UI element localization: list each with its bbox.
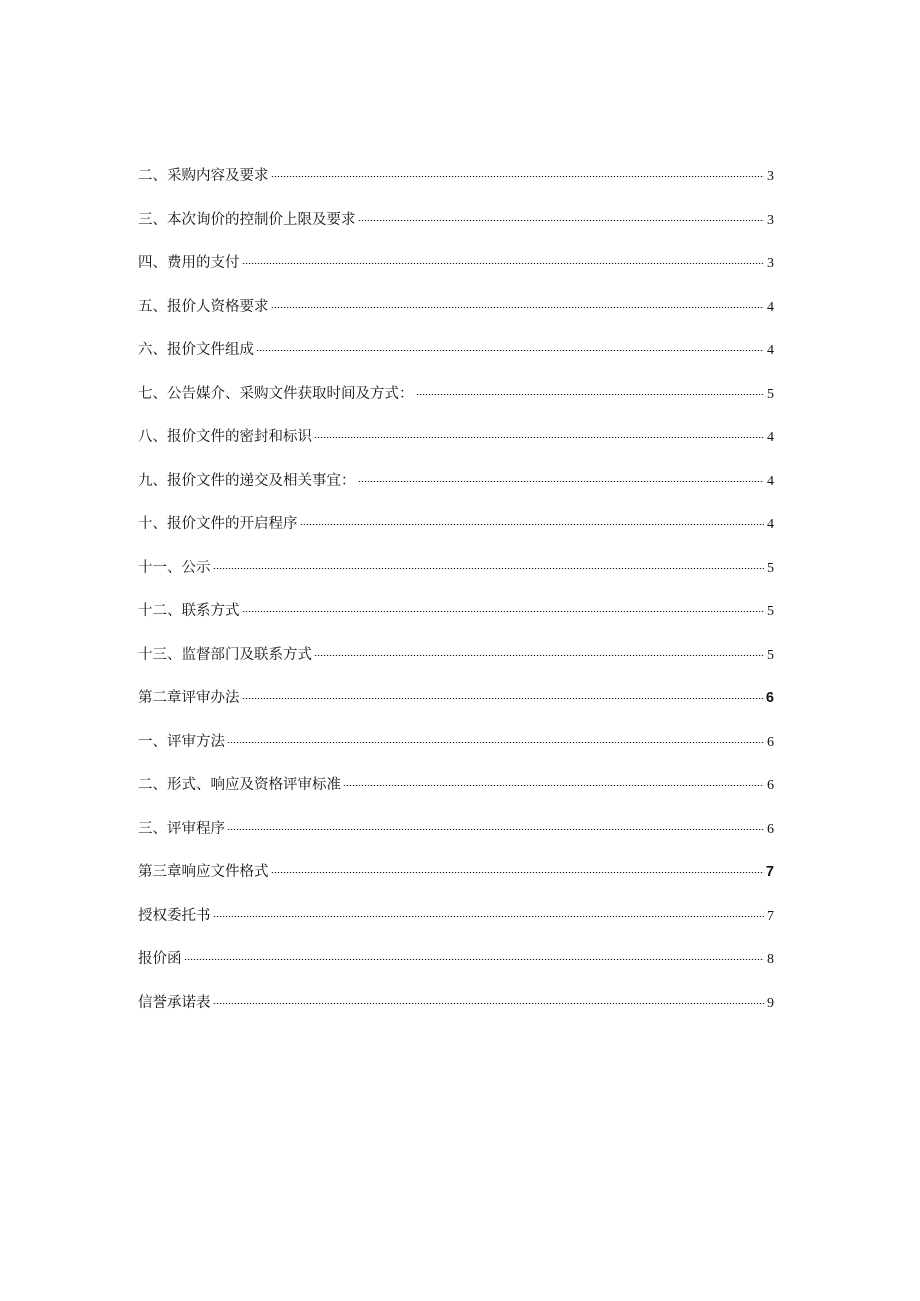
toc-entry-evaluation-method[interactable] (138, 732, 774, 776)
toc-entry-title: 七、公告媒介、采购文件获取时间及方式： (138, 385, 414, 402)
dot-leader (256, 350, 764, 351)
toc-entry-page: 6 (767, 821, 774, 837)
toc-entry-title: 报价函 (138, 951, 182, 967)
toc-entry-title: 一、评审方法 (138, 733, 225, 750)
dot-leader (271, 872, 764, 873)
toc-entry-page: 4 (767, 473, 774, 489)
dot-leader (227, 742, 764, 743)
toc-entry-page: 8 (767, 952, 774, 967)
toc-entry-chapter-3[interactable] (138, 862, 774, 906)
toc-entry-title: 授权委托书 (138, 907, 211, 924)
toc-entry-title: 四、费用的支付 (138, 255, 240, 271)
dot-leader (242, 611, 765, 612)
toc-entry-title: 五、报价人资格要求 (138, 298, 269, 315)
toc-entry-page: 9 (767, 995, 774, 1011)
toc-entry-page: 3 (767, 212, 774, 228)
toc-entry-announcement-media[interactable] (138, 384, 774, 428)
toc-entry-title: 三、评审程序 (138, 820, 225, 837)
dot-leader (416, 394, 765, 395)
dot-leader (242, 698, 764, 699)
toc-entry-page: 3 (767, 169, 774, 184)
toc-entry-title: 二、采购内容及要求 (138, 168, 269, 184)
toc-entry-quotation-letter[interactable] (138, 949, 774, 993)
toc-entry-title: 六、报价文件组成 (138, 342, 254, 358)
toc-entry-credit-commitment[interactable] (138, 993, 774, 1037)
dot-leader (300, 524, 765, 525)
dot-leader (314, 655, 764, 656)
toc-entry-page: 5 (767, 647, 774, 663)
toc-entry-submission[interactable] (138, 471, 774, 515)
toc-entry-page: 6 (767, 778, 774, 793)
toc-entry-page: 7 (767, 908, 774, 924)
toc-entry-page: 4 (767, 517, 774, 532)
dot-leader (271, 176, 765, 177)
toc-chapter-title: 第三章响应文件格式 (138, 864, 269, 880)
dot-leader (358, 220, 765, 221)
dot-leader (314, 437, 764, 438)
dot-leader (358, 481, 765, 482)
dot-leader (184, 959, 765, 960)
toc-entry-page: 3 (767, 256, 774, 271)
toc-entry-title: 信誉承诺表 (138, 994, 211, 1011)
dot-leader (242, 263, 765, 264)
toc-entry-title: 十三、监督部门及联系方式 (138, 646, 312, 663)
toc-entry-page: 6 (767, 734, 774, 750)
toc-entry-page: 5 (767, 604, 774, 619)
toc-entry-payment[interactable] (138, 253, 774, 297)
toc-entry-publicity[interactable] (138, 558, 774, 602)
dot-leader (271, 307, 765, 308)
toc-entry-title: 二、形式、响应及资格评审标准 (138, 777, 341, 793)
toc-entry-contact[interactable] (138, 601, 774, 645)
toc-chapter-page: 7 (765, 864, 774, 880)
table-of-contents (138, 166, 774, 1036)
toc-entry-title: 八、报价文件的密封和标识 (138, 429, 312, 445)
dot-leader (213, 568, 765, 569)
toc-entry-page: 5 (767, 386, 774, 402)
toc-entry-title: 九、报价文件的递交及相关事宜： (138, 472, 356, 489)
toc-entry-bidder-qualification[interactable] (138, 297, 774, 341)
dot-leader (213, 1003, 765, 1004)
toc-entry-evaluation-procedure[interactable] (138, 819, 774, 863)
dot-leader (213, 916, 765, 917)
toc-entry-title: 十、报价文件的开启程序 (138, 516, 298, 532)
toc-entry-page: 5 (767, 560, 774, 576)
toc-entry-page: 4 (767, 343, 774, 358)
toc-entry-opening-procedure[interactable] (138, 514, 774, 558)
dot-leader (227, 829, 764, 830)
dot-leader (343, 785, 764, 786)
toc-entry-page: 4 (767, 430, 774, 445)
toc-entry-title: 三、本次询价的控制价上限及要求 (138, 211, 356, 228)
toc-entry-control-price[interactable] (138, 210, 774, 254)
toc-entry-power-of-attorney[interactable] (138, 906, 774, 950)
toc-entry-chapter-2[interactable] (138, 688, 774, 732)
toc-entry-quotation-composition[interactable] (138, 340, 774, 384)
toc-entry-supervision[interactable] (138, 645, 774, 689)
toc-entry-sealing-marking[interactable] (138, 427, 774, 471)
toc-entry-procurement-content[interactable] (138, 166, 774, 210)
toc-entry-page: 4 (767, 299, 774, 315)
toc-chapter-page: 6 (765, 690, 774, 706)
toc-entry-title: 十二、联系方式 (138, 603, 240, 619)
toc-entry-evaluation-standards[interactable] (138, 775, 774, 819)
toc-chapter-title: 第二章评审办法 (138, 690, 240, 706)
toc-entry-title: 十一、公示 (138, 559, 211, 576)
